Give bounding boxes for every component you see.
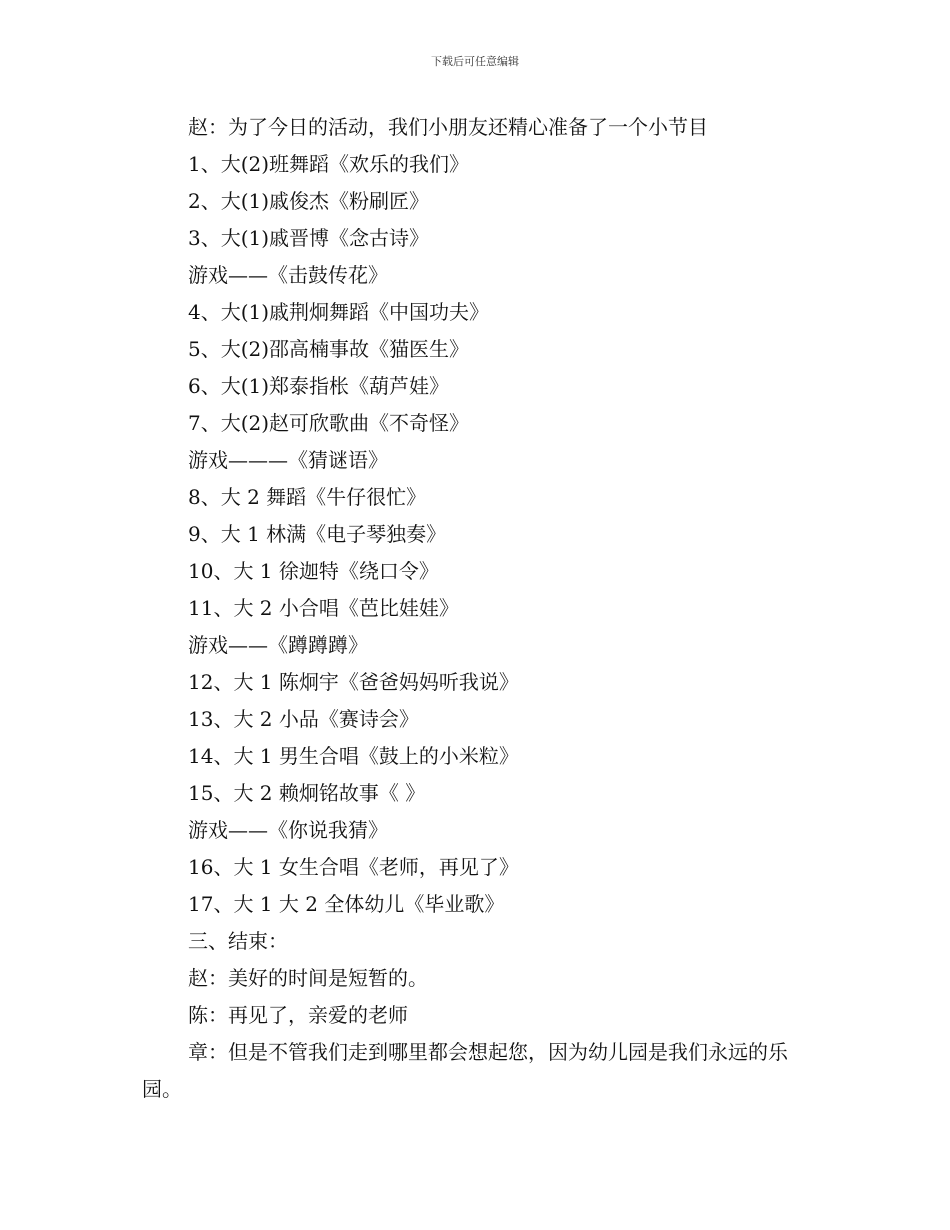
program-item: 12、大 1 陈炯宇《爸爸妈妈听我说》 <box>188 670 519 694</box>
program-item: 7、大(2)赵可欣歌曲《不奇怪》 <box>188 411 470 435</box>
closing-paragraph: 章：但是不管我们走到哪里都会想起您，因为幼儿园是我们永远的乐园。 <box>142 1040 788 1101</box>
program-item: 10、大 1 徐迦特《绕口令》 <box>188 559 439 583</box>
game-item: 游戏——《你说我猜》 <box>188 818 388 842</box>
program-item: 15、大 2 赖炯铭故事《 》 <box>188 781 426 805</box>
text-line: 赵：为了今日的活动，我们小朋友还精心准备了一个小节目 <box>188 115 708 139</box>
program-item: 11、大 2 小合唱《芭比娃娃》 <box>188 596 459 620</box>
game-item: 游戏———《猜谜语》 <box>188 448 388 472</box>
program-item: 1、大(2)班舞蹈《欢乐的我们》 <box>188 152 470 176</box>
program-item: 4、大(1)戚荆炯舞蹈《中国功夫》 <box>188 300 490 324</box>
text-line: 赵：美好的时间是短暂的。 <box>188 966 428 990</box>
program-item: 9、大 1 林满《电子琴独奏》 <box>188 522 447 546</box>
program-item: 13、大 2 小品《赛诗会》 <box>188 707 419 731</box>
program-item: 3、大(1)戚晋博《念古诗》 <box>188 226 430 250</box>
program-item: 5、大(2)邵高楠事故《猫医生》 <box>188 337 470 361</box>
game-item: 游戏——《击鼓传花》 <box>188 263 388 287</box>
program-item: 17、大 1 大 2 全体幼儿《毕业歌》 <box>188 892 505 916</box>
program-item: 6、大(1)郑泰指枨《葫芦娃》 <box>188 374 450 398</box>
program-item: 2、大(1)戚俊杰《粉刷匠》 <box>188 189 430 213</box>
document-body <box>142 109 806 1108</box>
text-line: 陈：再见了，亲爱的老师 <box>188 1003 408 1027</box>
section-heading: 三、结束： <box>188 929 288 953</box>
game-item: 游戏——《蹲蹲蹲》 <box>188 633 368 657</box>
page-header: 下载后可任意编辑 <box>431 55 519 68</box>
program-item: 14、大 1 男生合唱《鼓上的小米粒》 <box>188 744 519 768</box>
program-item: 16、大 1 女生合唱《老师，再见了》 <box>188 855 519 879</box>
program-item: 8、大 2 舞蹈《牛仔很忙》 <box>188 485 427 509</box>
